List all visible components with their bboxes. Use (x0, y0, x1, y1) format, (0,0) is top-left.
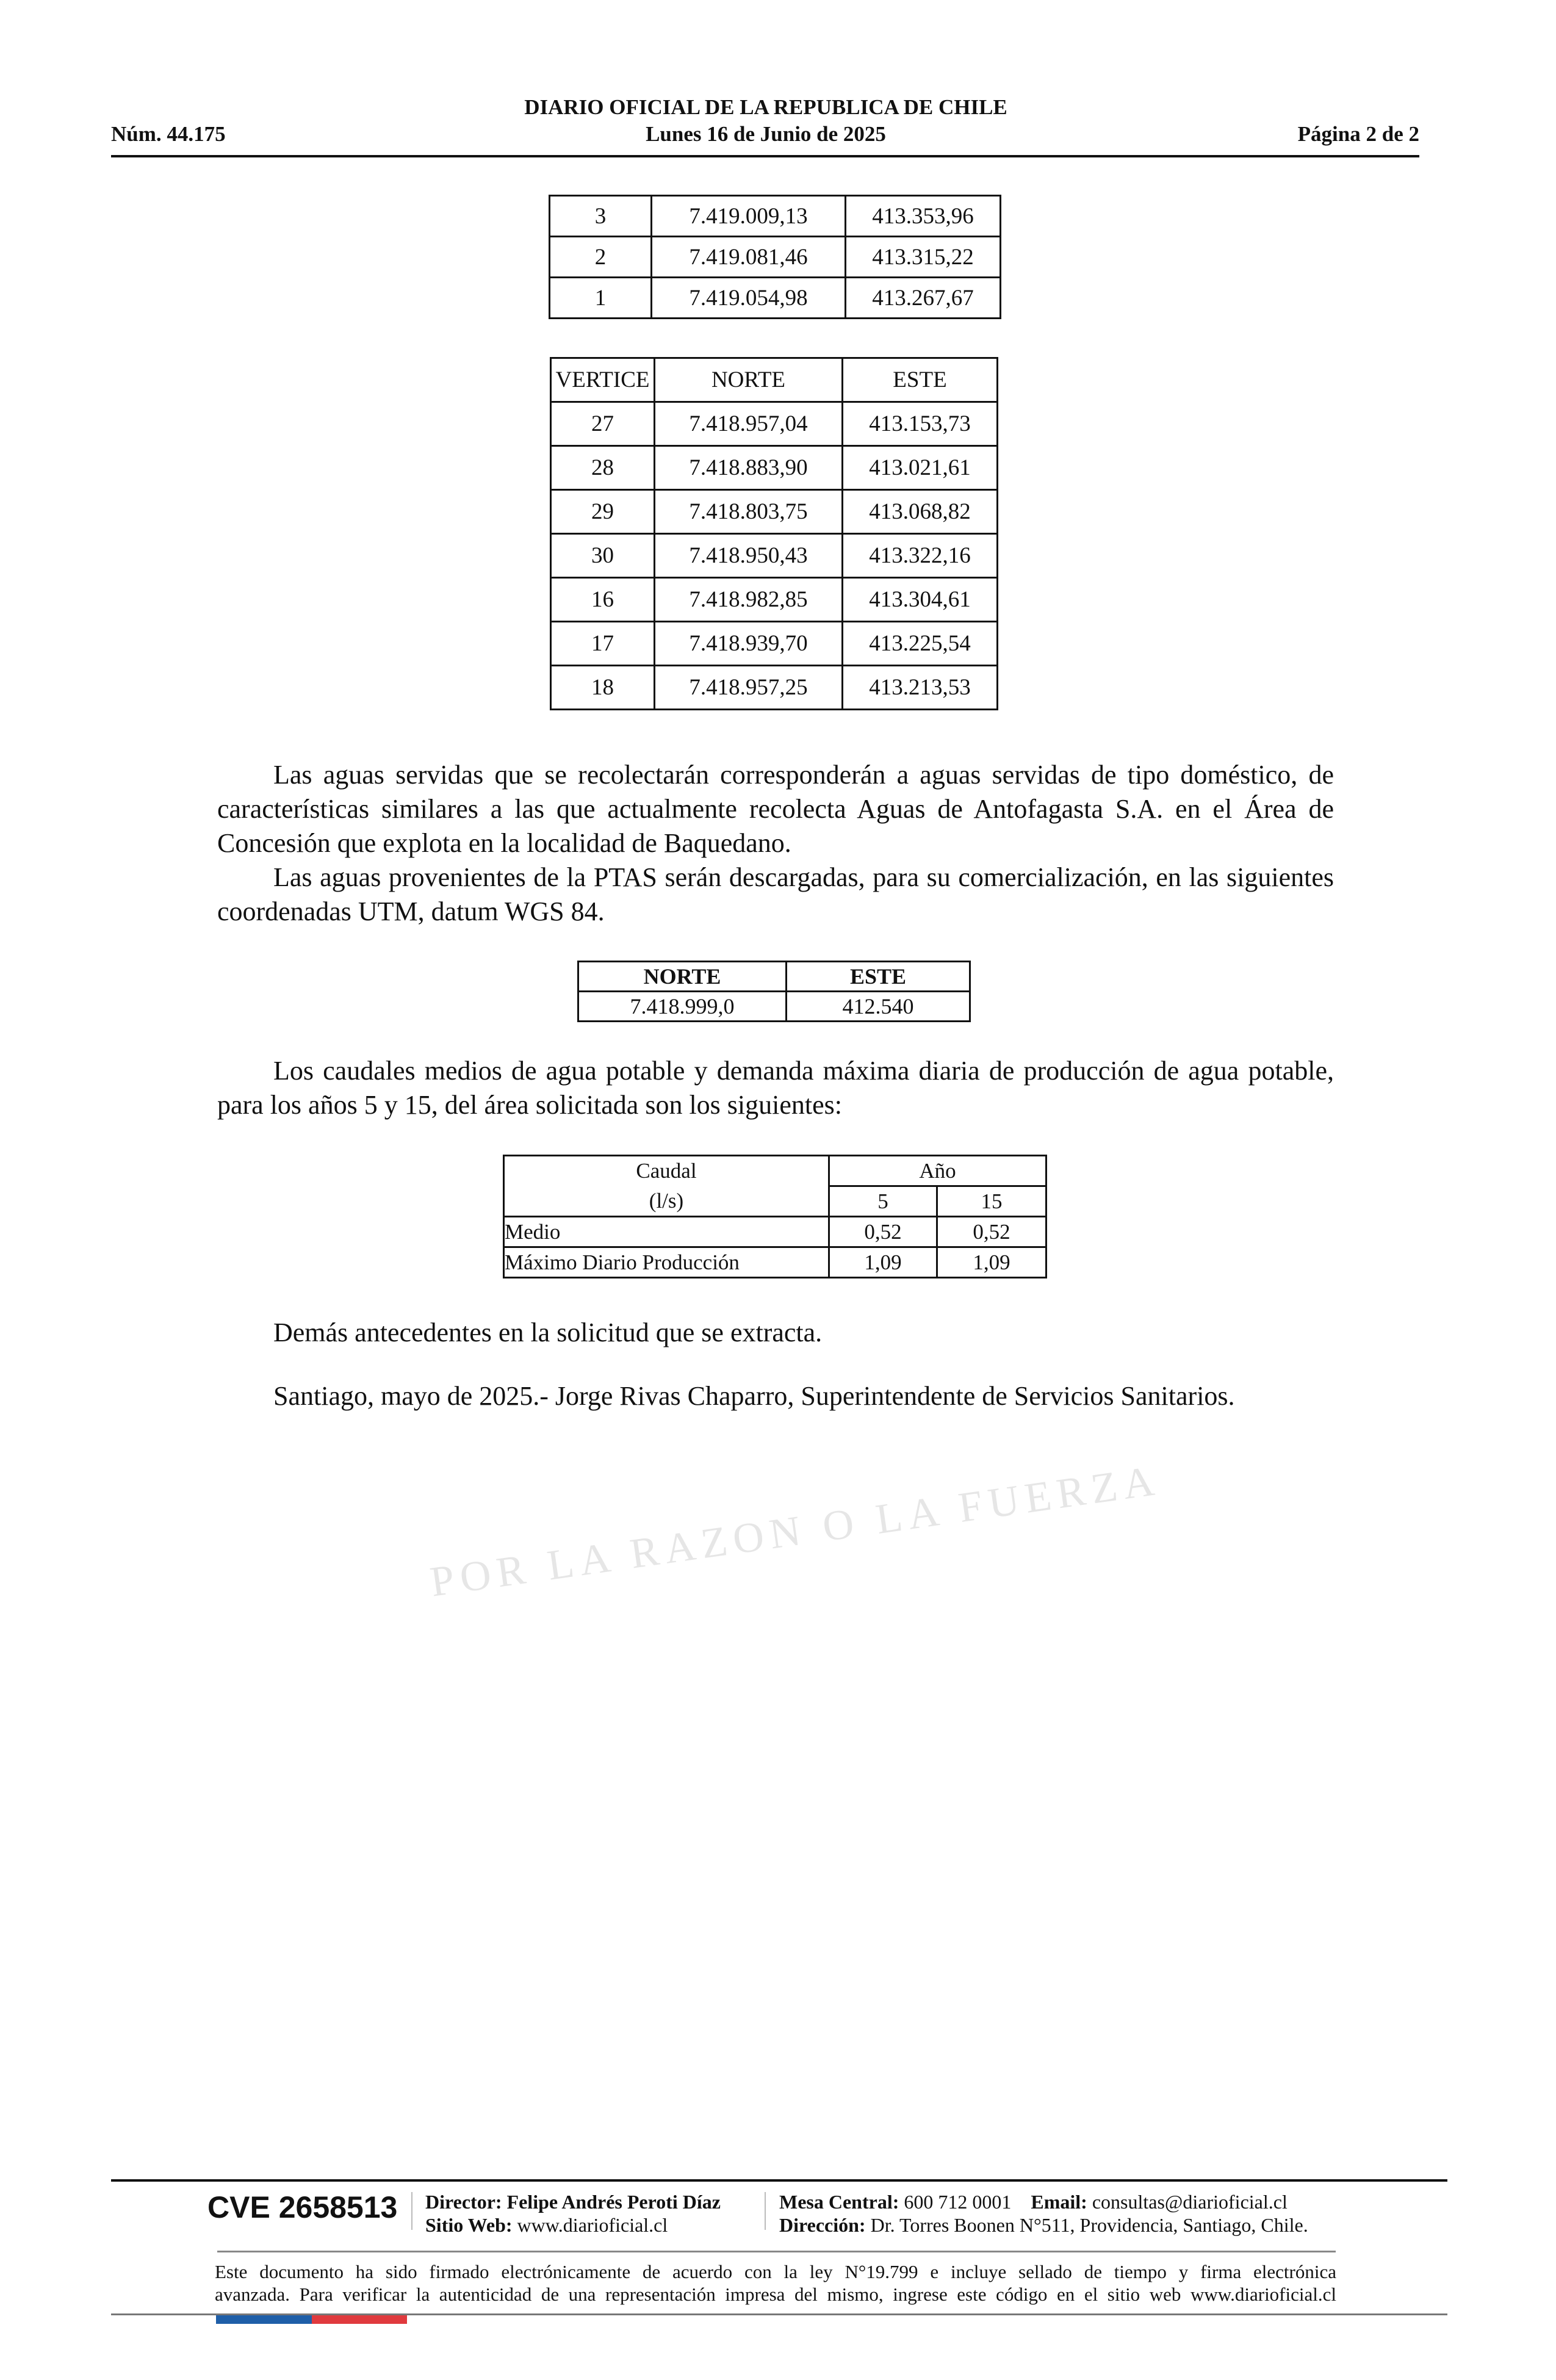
website-line (425, 2214, 668, 2237)
cell: 413.153,73 (843, 402, 998, 446)
table-header-row (504, 1156, 1046, 1186)
cell: 7.418.803,75 (655, 490, 843, 534)
issue-number: Núm. 44.175 (111, 122, 226, 146)
cell: 412.540 (787, 992, 970, 1022)
header-cell: 15 (937, 1186, 1046, 1217)
header-cell: Año (829, 1156, 1046, 1186)
discharge-coordinates-table (577, 961, 971, 1022)
label: Director: (425, 2191, 502, 2213)
director-name: Felipe Andrés Peroti Díaz (506, 2191, 721, 2213)
paragraph: Las aguas provenientes de la PTAS serán descargadas, para su comercialización, en las siguientes coordenadas UTM, datum WGS 84. (217, 862, 1334, 926)
cell: 7.419.009,13 (652, 196, 846, 237)
cell: 3 (550, 196, 652, 237)
table-row (504, 1247, 1046, 1278)
cell: 413.225,54 (843, 622, 998, 666)
director-line (425, 2191, 721, 2213)
cell: 413.267,67 (846, 278, 1001, 319)
cell: 413.213,53 (843, 666, 998, 710)
header-cell: 5 (829, 1186, 937, 1217)
table-row (551, 578, 998, 622)
cell: 1 (550, 278, 652, 319)
disclaimer (215, 2260, 1336, 2306)
cell: 18 (551, 666, 655, 710)
table-row (551, 666, 998, 710)
cell: 7.418.883,90 (655, 446, 843, 490)
address-line (779, 2214, 1308, 2237)
email-link[interactable]: consultas@diarioficial.cl (1092, 2191, 1288, 2213)
table-header-row (504, 1186, 1046, 1217)
header-cell: ESTE (843, 358, 998, 402)
table-header-row (578, 962, 970, 992)
footer-rule (111, 2179, 1447, 2182)
cell: 1,09 (937, 1247, 1046, 1278)
cell: Máximo Diario Producción (504, 1247, 829, 1278)
address: Dr. Torres Boonen N°511, Providencia, Santiago, Chile. (870, 2214, 1308, 2236)
paragraph: Los caudales medios de agua potable y demanda máxima diaria de producción de agua potable, para los años 5 y 15, del área solicitada son los siguientes: (217, 1056, 1334, 1120)
table-row (550, 237, 1001, 278)
footer-divider (411, 2192, 412, 2230)
page-indicator: Página 2 de 2 (1297, 122, 1419, 146)
table-row (551, 490, 998, 534)
signature-line: Santiago, mayo de 2025.- Jorge Rivas Chaparro, Superintendente de Servicios Sanitarios. (273, 1381, 1235, 1411)
table-row (578, 992, 970, 1022)
table-row (550, 278, 1001, 319)
vertex-table-continued (549, 195, 1001, 319)
footer-separator (217, 2251, 1336, 2252)
issue-date: Lunes 16 de Junio de 2025 (646, 122, 886, 146)
flag-bar-red (312, 2315, 407, 2324)
cell: 0,52 (829, 1217, 937, 1247)
paragraph: Las aguas servidas que se recolectarán corresponderán a aguas servidas de tipo doméstico, de características similares a las que actualmente recolecta Aguas de Antofagasta S.A. en el Área de Concesión que explota en la localidad de Baquedano. (217, 760, 1334, 858)
header-cell: VERTICE (551, 358, 655, 402)
cell: 7.418.982,85 (655, 578, 843, 622)
website-link[interactable]: www.diarioficial.cl (517, 2214, 668, 2236)
header-cell: NORTE (578, 962, 787, 992)
cell: 7.418.950,43 (655, 534, 843, 578)
header-cell: ESTE (787, 962, 970, 992)
cell: 413.322,16 (843, 534, 998, 578)
header-cell: NORTE (655, 358, 843, 402)
label: Dirección: (779, 2214, 866, 2236)
cell: 413.315,22 (846, 237, 1001, 278)
header-cell: (l/s) (504, 1186, 829, 1217)
cell: 16 (551, 578, 655, 622)
cell: 29 (551, 490, 655, 534)
phone: 600 712 0001 (904, 2191, 1012, 2213)
cell: Medio (504, 1217, 829, 1247)
label: Sitio Web: (425, 2214, 513, 2236)
disclaimer-line: avanzada. Para verificar la autenticidad de una representación impresa del mismo, ingrese este código en el sitio web www.diarioficial.cl (215, 2284, 1336, 2305)
table-row (550, 196, 1001, 237)
table-row (551, 622, 998, 666)
table-row (504, 1217, 1046, 1247)
cell: 7.419.054,98 (652, 278, 846, 319)
cell: 7.418.939,70 (655, 622, 843, 666)
cell: 28 (551, 446, 655, 490)
watermark-motto: POR LA RAZON O LA FUERZA (427, 1457, 1163, 1606)
flag-bar-blue (216, 2315, 312, 2324)
cell: 17 (551, 622, 655, 666)
cell: 413.353,96 (846, 196, 1001, 237)
cell: 7.418.957,25 (655, 666, 843, 710)
cell: 7.419.081,46 (652, 237, 846, 278)
vertex-table (550, 357, 998, 710)
cell: 1,09 (829, 1247, 937, 1278)
label: Email: (1031, 2191, 1087, 2213)
paragraph-block-2 (217, 1054, 1334, 1122)
contact-line (779, 2191, 1288, 2213)
paragraph-block-3 (217, 1316, 1334, 1413)
label: Mesa Central: (779, 2191, 899, 2213)
paragraph: Demás antecedentes en la solicitud que se extracta. (273, 1318, 823, 1347)
flow-table (503, 1155, 1047, 1278)
table-header-row (551, 358, 998, 402)
cell: 413.304,61 (843, 578, 998, 622)
cell: 7.418.999,0 (578, 992, 787, 1022)
footer-divider (765, 2192, 766, 2230)
header-cell: Caudal (504, 1156, 829, 1186)
disclaimer-line: Este documento ha sido firmado electrónicamente de acuerdo con la ley N°19.799 e incluye sellado de tiempo y firma electrónica (215, 2261, 1336, 2282)
cell: 30 (551, 534, 655, 578)
cell: 413.068,82 (843, 490, 998, 534)
cve-code: CVE 2658513 (207, 2190, 398, 2224)
table-row (551, 446, 998, 490)
cell: 0,52 (937, 1217, 1046, 1247)
cell: 413.021,61 (843, 446, 998, 490)
cell: 2 (550, 237, 652, 278)
newspaper-title: DIARIO OFICIAL DE LA REPUBLICA DE CHILE (524, 95, 1007, 119)
table-row (551, 402, 998, 446)
cell: 7.418.957,04 (655, 402, 843, 446)
table-row (551, 534, 998, 578)
paragraph-block-1 (217, 758, 1334, 929)
header-rule (111, 155, 1419, 157)
cell: 27 (551, 402, 655, 446)
